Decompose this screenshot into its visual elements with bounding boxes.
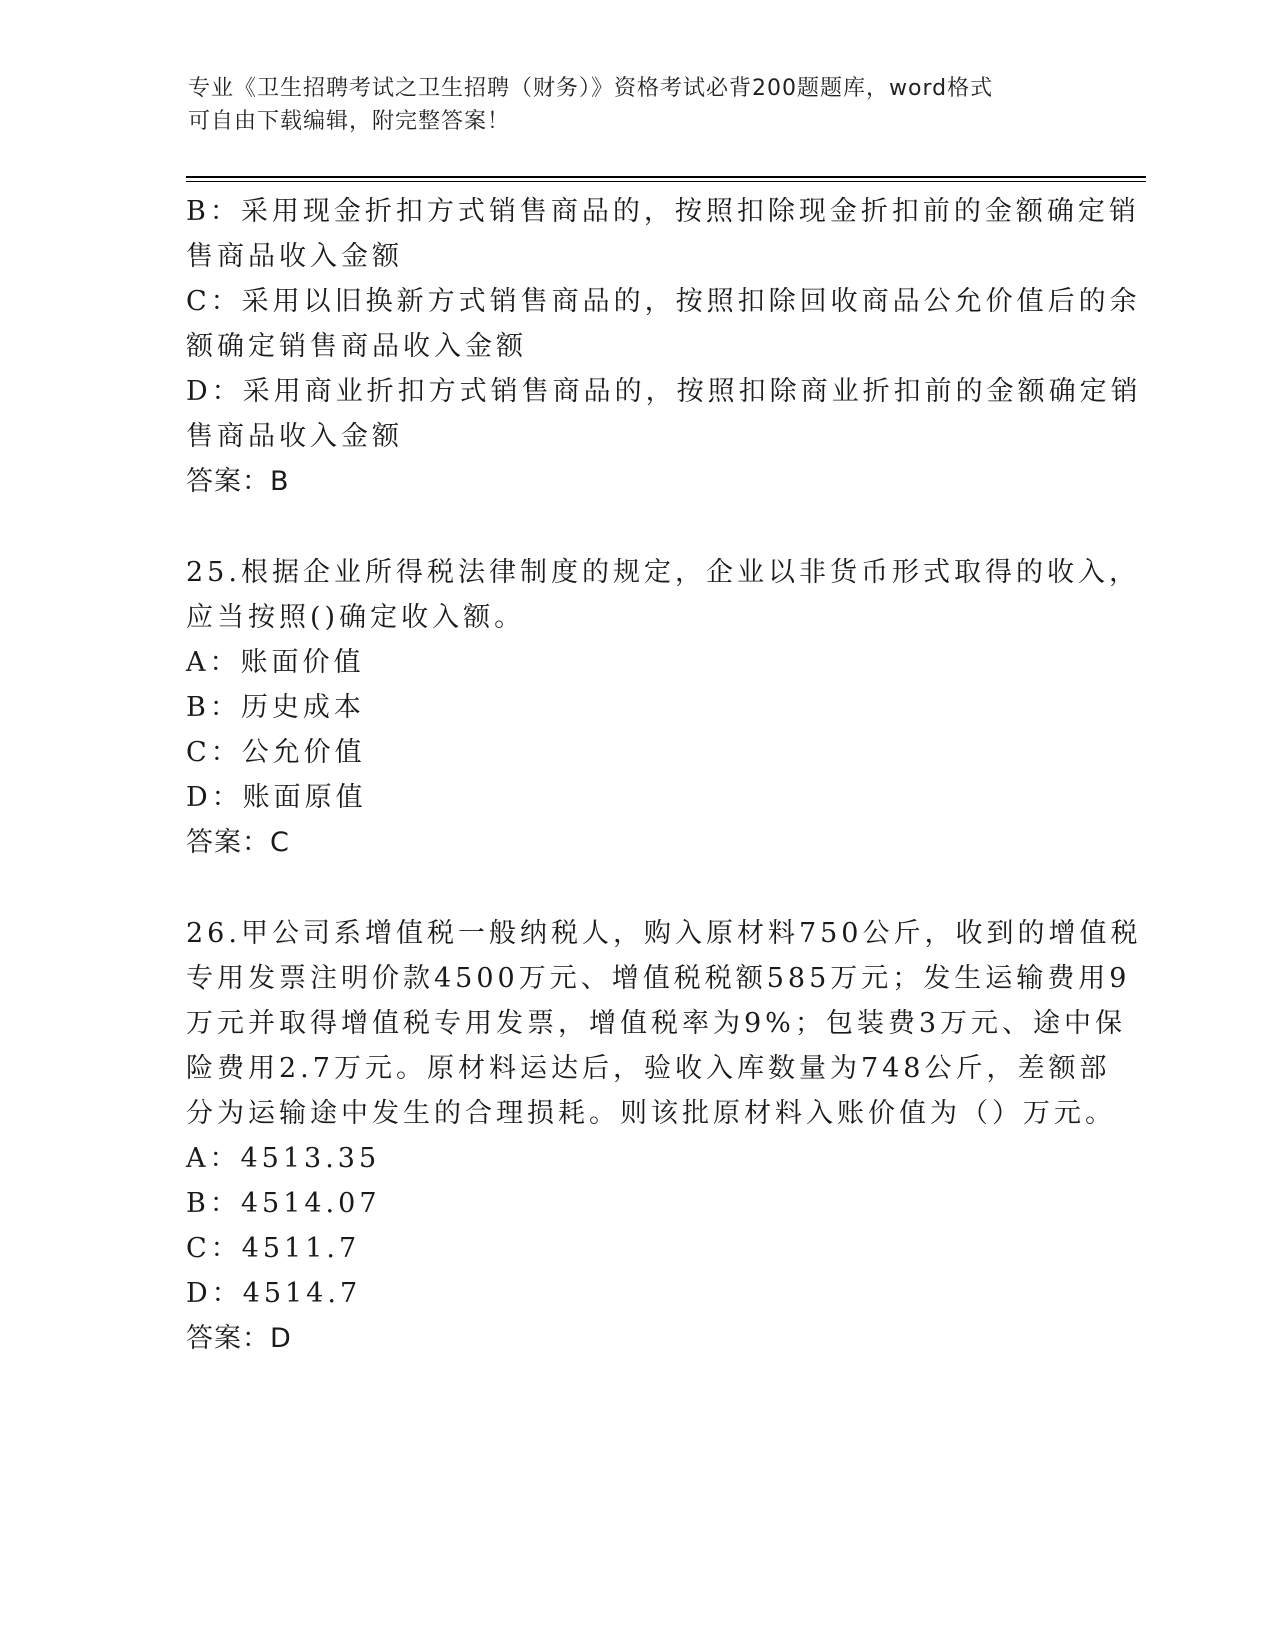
question-stem-line-2: 应当按照()确定收入额。 [186,602,526,633]
question-stem-line-2: 专用发票注明价款4500万元、增值税税额585万元；发生运输费用9 [186,963,1131,994]
header-divider-thin [186,181,1146,182]
question-25 [186,550,1140,865]
header-line-2: 可自由下载编辑，附完整答案！ [188,109,511,134]
option-c: C：4511.7 [186,1233,361,1264]
option-d-line-2: 售商品收入金额 [186,421,403,452]
header-divider-thick [186,176,1146,178]
answer-line: 答案：D [186,1323,292,1354]
question-stem-line-1: 26.甲公司系增值税一般纳税人，购入原材料750公斤，收到的增值税 [186,918,1142,949]
previous-question [186,189,1142,504]
option-c: C：公允价值 [186,737,366,768]
option-d-line-1: D：采用商业折扣方式销售商品的，按照扣除商业折扣前的金额确定销 [186,376,1142,407]
option-d: D：账面原值 [186,782,367,813]
question-26 [186,911,1142,1361]
option-b-line-2: 售商品收入金额 [186,241,403,272]
document-body [186,189,1142,1361]
option-b: B：历史成本 [186,692,365,723]
option-b-line-1: B：采用现金折扣方式销售商品的，按照扣除现金折扣前的金额确定销 [186,196,1140,227]
option-b: B：4514.07 [186,1188,381,1219]
question-stem-line-4: 险费用2.7万元。原材料运达后，验收入库数量为748公斤，差额部 [186,1053,1111,1084]
document-header [188,72,1068,138]
question-stem-line-5: 分为运输途中发生的合理损耗。则该批原材料入账价值为（）万元。 [186,1098,1116,1129]
question-stem-line-1: 25.根据企业所得税法律制度的规定，企业以非货币形式取得的收入， [186,557,1140,588]
option-d: D：4514.7 [186,1278,362,1309]
header-line-1: 专业《卫生招聘考试之卫生招聘（财务）》资格考试必背200题题库，word格式 [188,76,994,101]
option-c-line-2: 额确定销售商品收入金额 [186,331,527,362]
option-a: A：账面价值 [186,647,365,678]
question-stem-line-3: 万元并取得增值税专用发票，增值税率为9%；包装费3万元、途中保 [186,1008,1127,1039]
answer-line: 答案：B [186,466,290,497]
option-c-line-1: C：采用以旧换新方式销售商品的，按照扣除回收商品公允价值后的余 [186,286,1141,317]
option-a: A：4513.35 [186,1143,381,1174]
answer-line: 答案：C [186,827,290,858]
